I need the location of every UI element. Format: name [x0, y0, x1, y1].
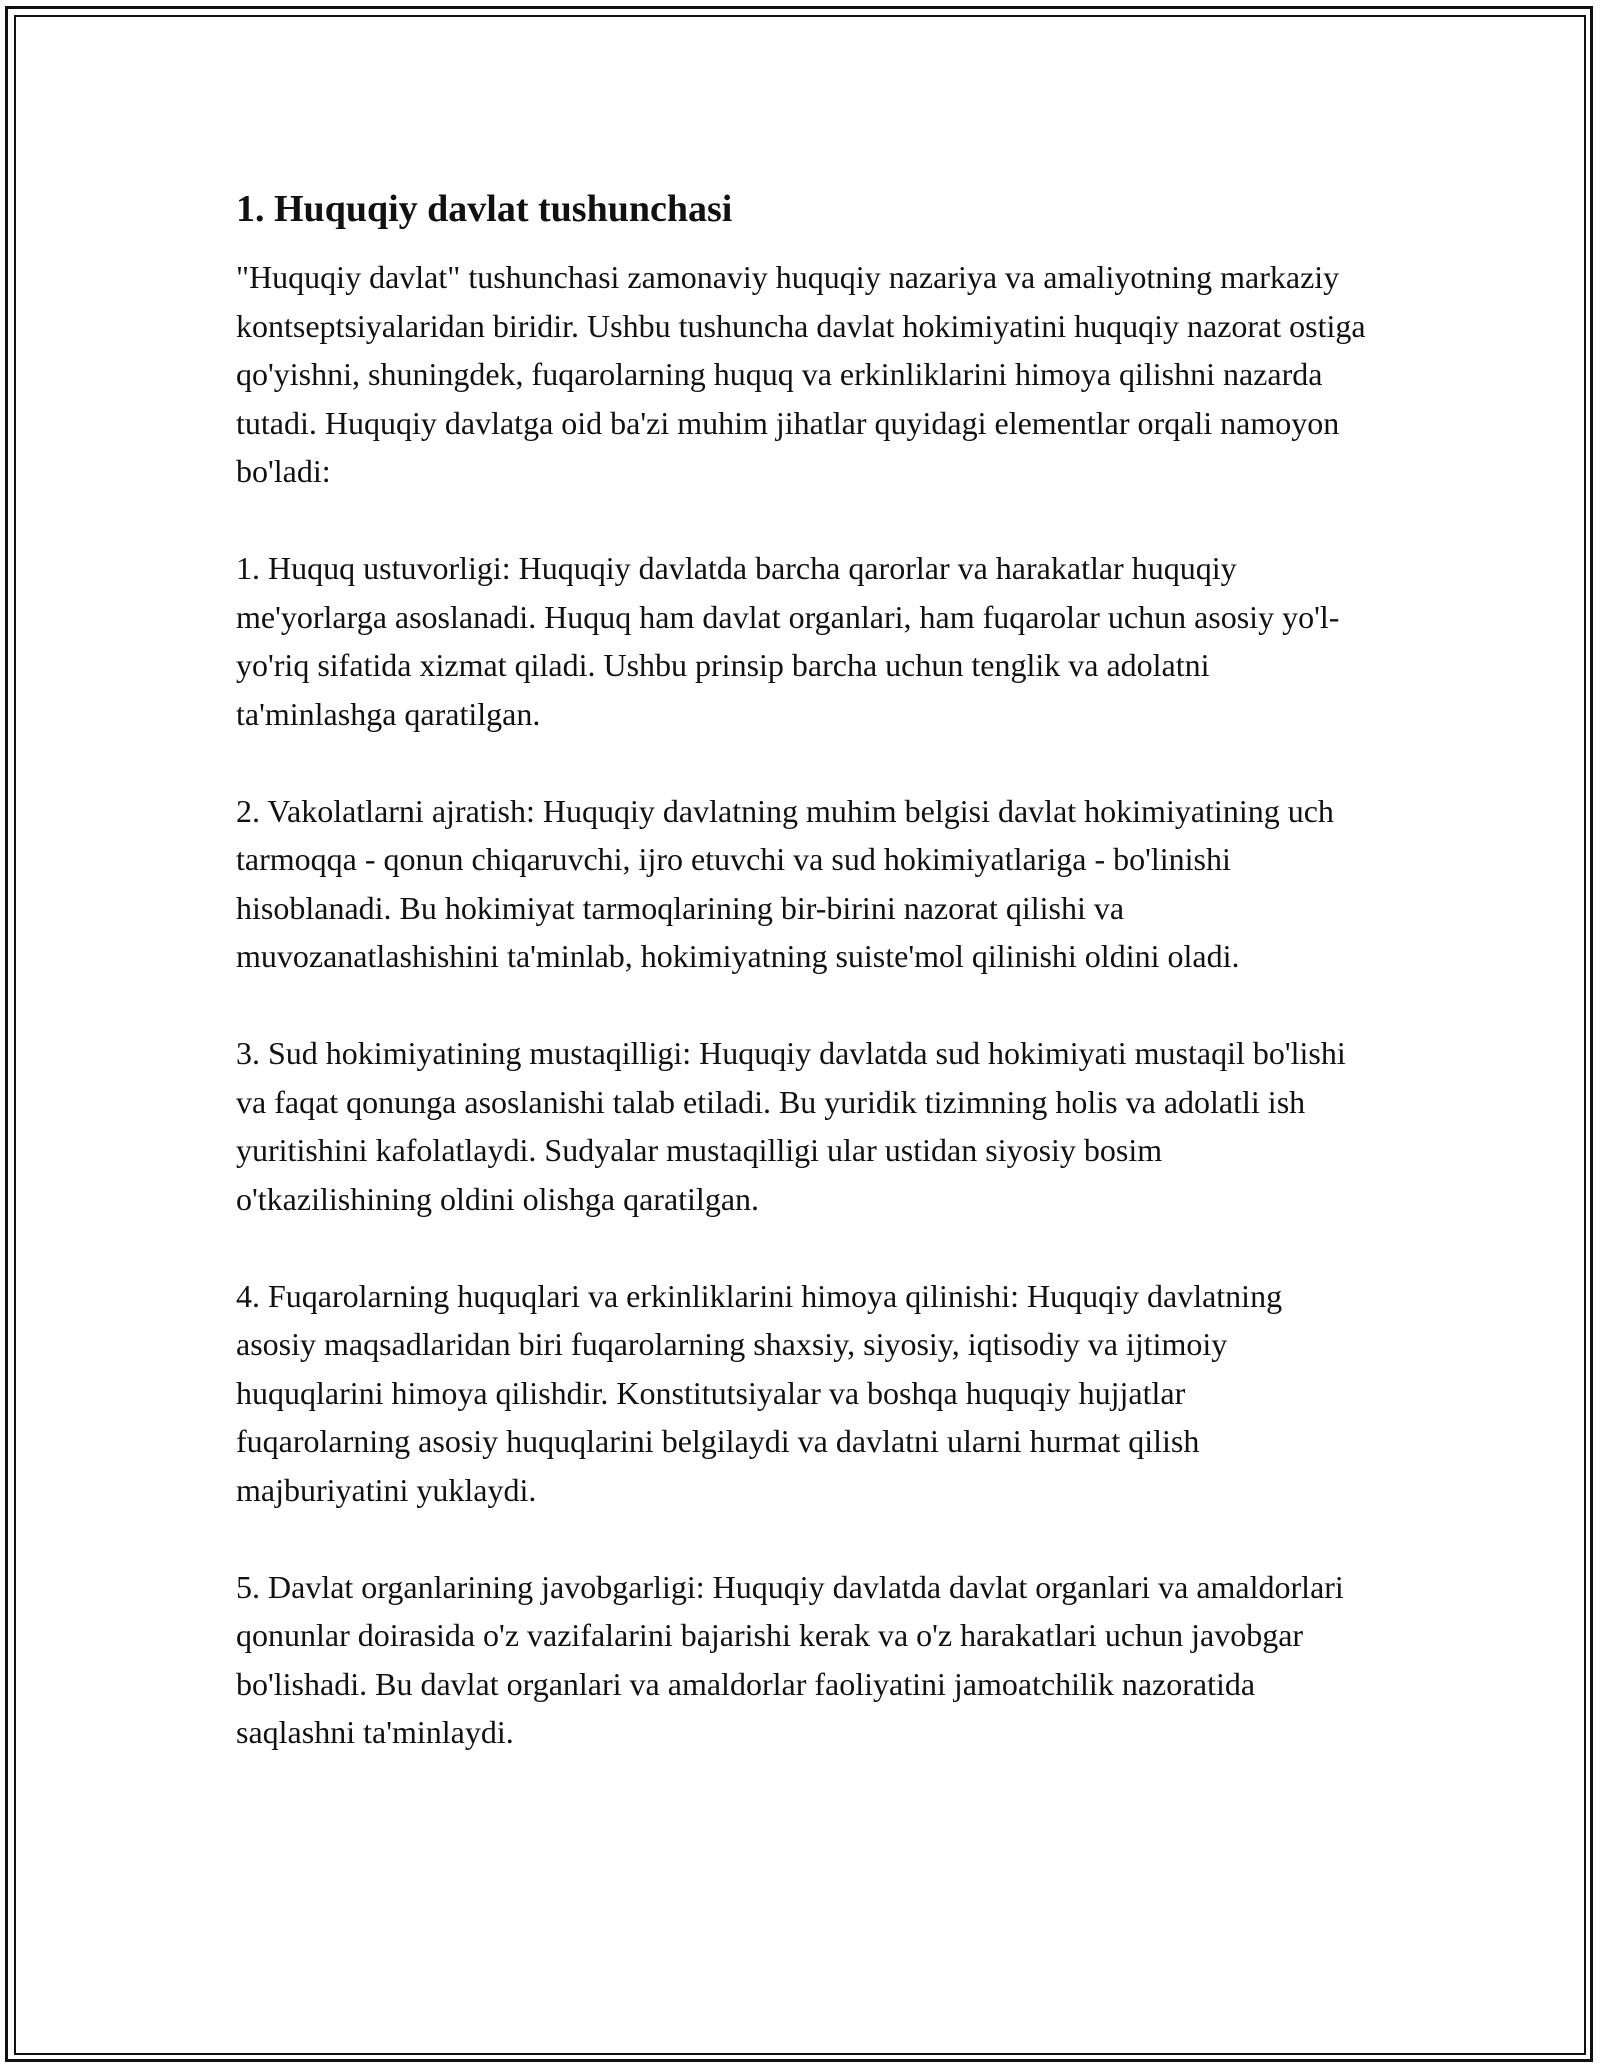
- intro-paragraph: "Huquqiy davlat" tushunchasi zamonaviy huquqiy nazariya va amaliyotning markaziy kontseptsiyalaridan biridir. Ushbu tushuncha davlat hokimiyatini huquqiy nazorat ostiga qo'yishni, shuningdek, fuqarolarning huquq va erkinliklarini himoya qilishni nazarda tutadi. Huquqiy davlatga oid ba'zi muhim jihatlar quyidagi elementlar orqali namoyon bo'ladi:: [236, 259, 1366, 489]
- document-body: [236, 185, 1366, 1805]
- paragraph-citizen-rights: 4. Fuqarolarning huquqlari va erkinliklarini himoya qilinishi: Huquqiy davlatning asosiy maqsadlaridan biri fuqarolarning shaxsiy, siyosiy, iqtisodiy va ijtimoiy huquqlarini himoya qilishdir. Konstitutsiyalar va boshqa huquqiy hujjatlar fuqarolarning asosiy huquqlarini belgilaydi va davlatni ularni hurmat qilish majburiyatini yuklaydi.: [236, 1277, 1283, 1508]
- document-title: 1. Huquqiy davlat tushunchasi: [236, 188, 733, 230]
- paragraph-separation-of-powers: 2. Vakolatlarni ajratish: Huquqiy davlatning muhim belgisi davlat hokimiyatining uch tarmoqqa - qonun chiqaruvchi, ijro etuvchi va sud hokimiyatlariga - bo'linishi hisoblanadi. Bu hokimiyat tarmoqlarining bir-birini nazorat qilishi va muvozanatlashishini ta'minlab, hokimiyatning suiste'mol qilinishi oldini oladi.: [236, 792, 1334, 974]
- paragraph-judicial-independence: 3. Sud hokimiyatining mustaqilligi: Huquqiy davlatda sud hokimiyati mustaqil bo'lishi va faqat qonunga asoslanishi talab etiladi. Bu yuridik tizimning holis va adolatli ish yuritishini kafolatlaydi. Sudyalar mustaqilligi ular ustidan siyosiy bosim o'tkazilishining oldini olishga qaratilgan.: [236, 1035, 1346, 1217]
- paragraph-state-accountability: 5. Davlat organlarining javobgarligi: Huquqiy davlatda davlat organlari va amaldorlari qonunlar doirasida o'z vazifalarini bajarishi kerak va o'z harakatlari uchun javobgar bo'lishadi. Bu davlat organlari va amaldorlar faoliyatini jamoatchilik nazoratida saqlashni ta'minlaydi.: [236, 1568, 1344, 1750]
- paragraph-rule-of-law: 1. Huquq ustuvorligi: Huquqiy davlatda barcha qarorlar va harakatlar huquqiy me'yorlarga asoslanadi. Huquq ham davlat organlari, ham fuqarolar uchun asosiy yo'l-yo'riq sifatida xizmat qiladi. Ushbu prinsip barcha uchun tenglik va adolatni ta'minlashga qaratilgan.: [236, 550, 1340, 732]
